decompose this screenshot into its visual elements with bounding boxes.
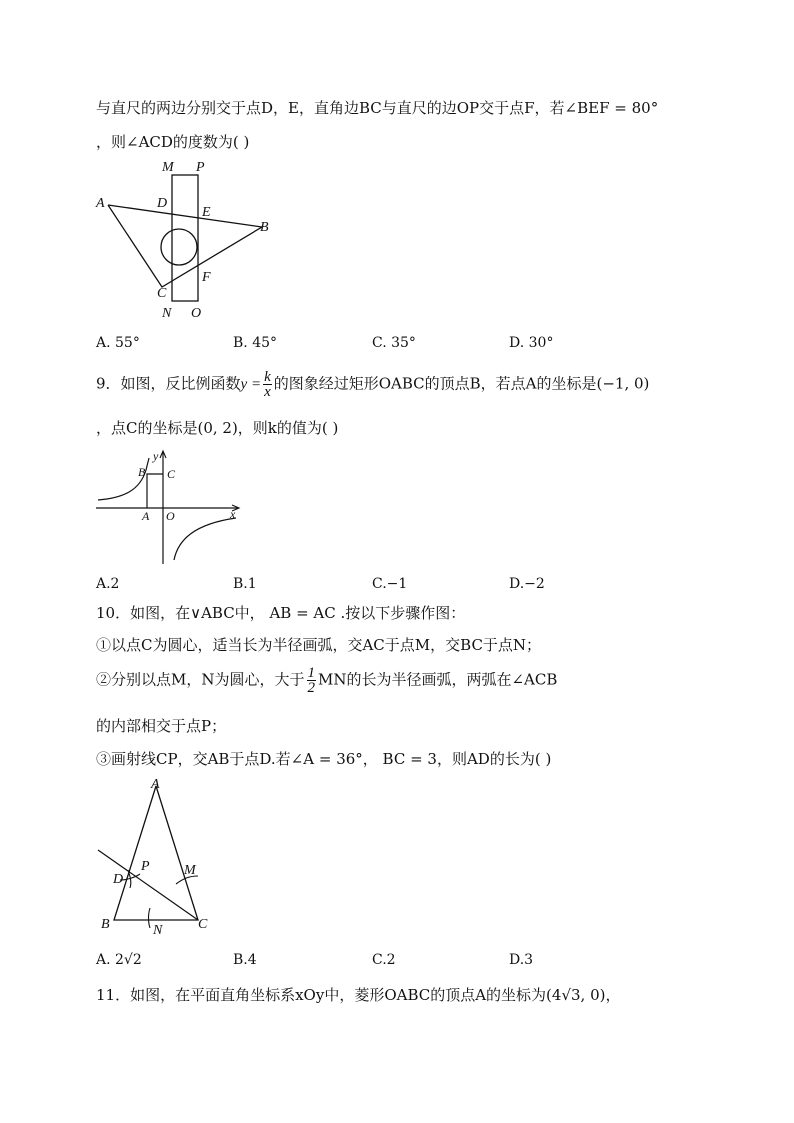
label-D: D	[157, 196, 168, 211]
q8-option-b: B. 45°	[233, 335, 278, 351]
label-A: A	[96, 196, 105, 211]
q9-option-c: C.−1	[372, 576, 408, 592]
rectangle-OABC	[147, 474, 163, 508]
label-A: A	[142, 509, 150, 523]
q9-option-d: D.−2	[509, 576, 545, 592]
arc-mark-N	[149, 908, 151, 928]
q9-text-b: 的图象经过矩形OABC的顶点B，若点A的坐标是(−1, 0)	[273, 374, 650, 393]
label-B: B	[101, 917, 110, 932]
label-F: F	[202, 270, 211, 285]
q10-text-line2: ①以点C为圆心，适当长为半径画弧，交AC于点M，交BC于点N；	[96, 636, 542, 654]
q9-text-a: 9．如图，反比例函数	[96, 374, 241, 393]
label-A: A	[151, 777, 160, 792]
q8-text-line2: ，则∠ACD的度数为( )	[96, 133, 250, 151]
label-x: x	[230, 507, 236, 521]
q10-option-a: A. 2√2	[96, 952, 142, 968]
q9-y-eq: y =	[240, 376, 262, 393]
label-N: N	[153, 923, 163, 938]
q9-figure	[94, 448, 254, 568]
triangle-ABC	[114, 786, 198, 920]
triangle-ABC	[108, 205, 262, 287]
q10-option-d: D.3	[509, 952, 534, 968]
label-C: C	[167, 467, 176, 481]
hyperbola-branch-4	[174, 518, 236, 560]
label-D: D	[113, 872, 124, 887]
q10-text-a: ②分别以点M，N为圆心，大于	[96, 670, 305, 689]
label-C: C	[198, 917, 208, 932]
q8-figure	[90, 155, 290, 325]
q10-text-line3	[96, 666, 557, 695]
label-P: P	[196, 160, 205, 175]
q10-text-line4: 的内部相交于点P；	[96, 717, 227, 735]
q10-frac-den: 2	[307, 680, 315, 696]
label-N: N	[162, 306, 172, 321]
q8-option-c: C. 35°	[372, 335, 416, 351]
q9-option-a: A.2	[96, 576, 120, 592]
label-y: y	[153, 449, 159, 463]
q10-option-c: C.2	[372, 952, 396, 968]
q11-text-line1: 11．如图，在平面直角坐标系xOy中，菱形OABC的顶点A的坐标为(4√3, 0)，	[96, 986, 621, 1004]
label-M: M	[184, 863, 196, 878]
q10-text-b: MN的长为半径画弧，两弧在∠ACB	[318, 670, 558, 689]
q9-frac-den: x	[264, 384, 271, 400]
label-O: O	[191, 306, 202, 321]
q10-figure	[94, 776, 224, 936]
q8-text-line1: 与直尺的两边分别交于点D，E，直角边BC与直尺的边OP交于点F，若∠BEF = 80°	[96, 99, 659, 117]
q10-frac-num: 1	[307, 665, 315, 681]
q9-option-b: B.1	[233, 576, 257, 592]
q10-text-line1: 10．如图，在∨ABC中， AB = AC .按以下步骤作图：	[96, 604, 466, 622]
q9-fraction	[263, 370, 272, 399]
triangle-hole-circle	[161, 229, 197, 265]
label-B: B	[138, 465, 146, 479]
label-P: P	[141, 859, 150, 874]
q9-text-line2: ，点C的坐标是(0, 2)，则k的值为( )	[96, 419, 339, 437]
q10-text-line5: ③画射线CP，交AB于点D.若∠A = 36°， BC = 3，则AD的长为( )	[96, 750, 552, 768]
label-M: M	[162, 160, 174, 175]
q9-frac-num: k	[264, 369, 271, 385]
label-O: O	[166, 509, 175, 523]
label-E: E	[202, 205, 211, 220]
q8-option-d: D. 30°	[509, 335, 554, 351]
q9-text-line1	[96, 370, 649, 399]
label-B: B	[260, 220, 269, 235]
q8-option-a: A. 55°	[96, 335, 140, 351]
q10-fraction	[307, 666, 317, 695]
q10-option-b: B.4	[233, 952, 257, 968]
label-C: C	[157, 286, 167, 301]
